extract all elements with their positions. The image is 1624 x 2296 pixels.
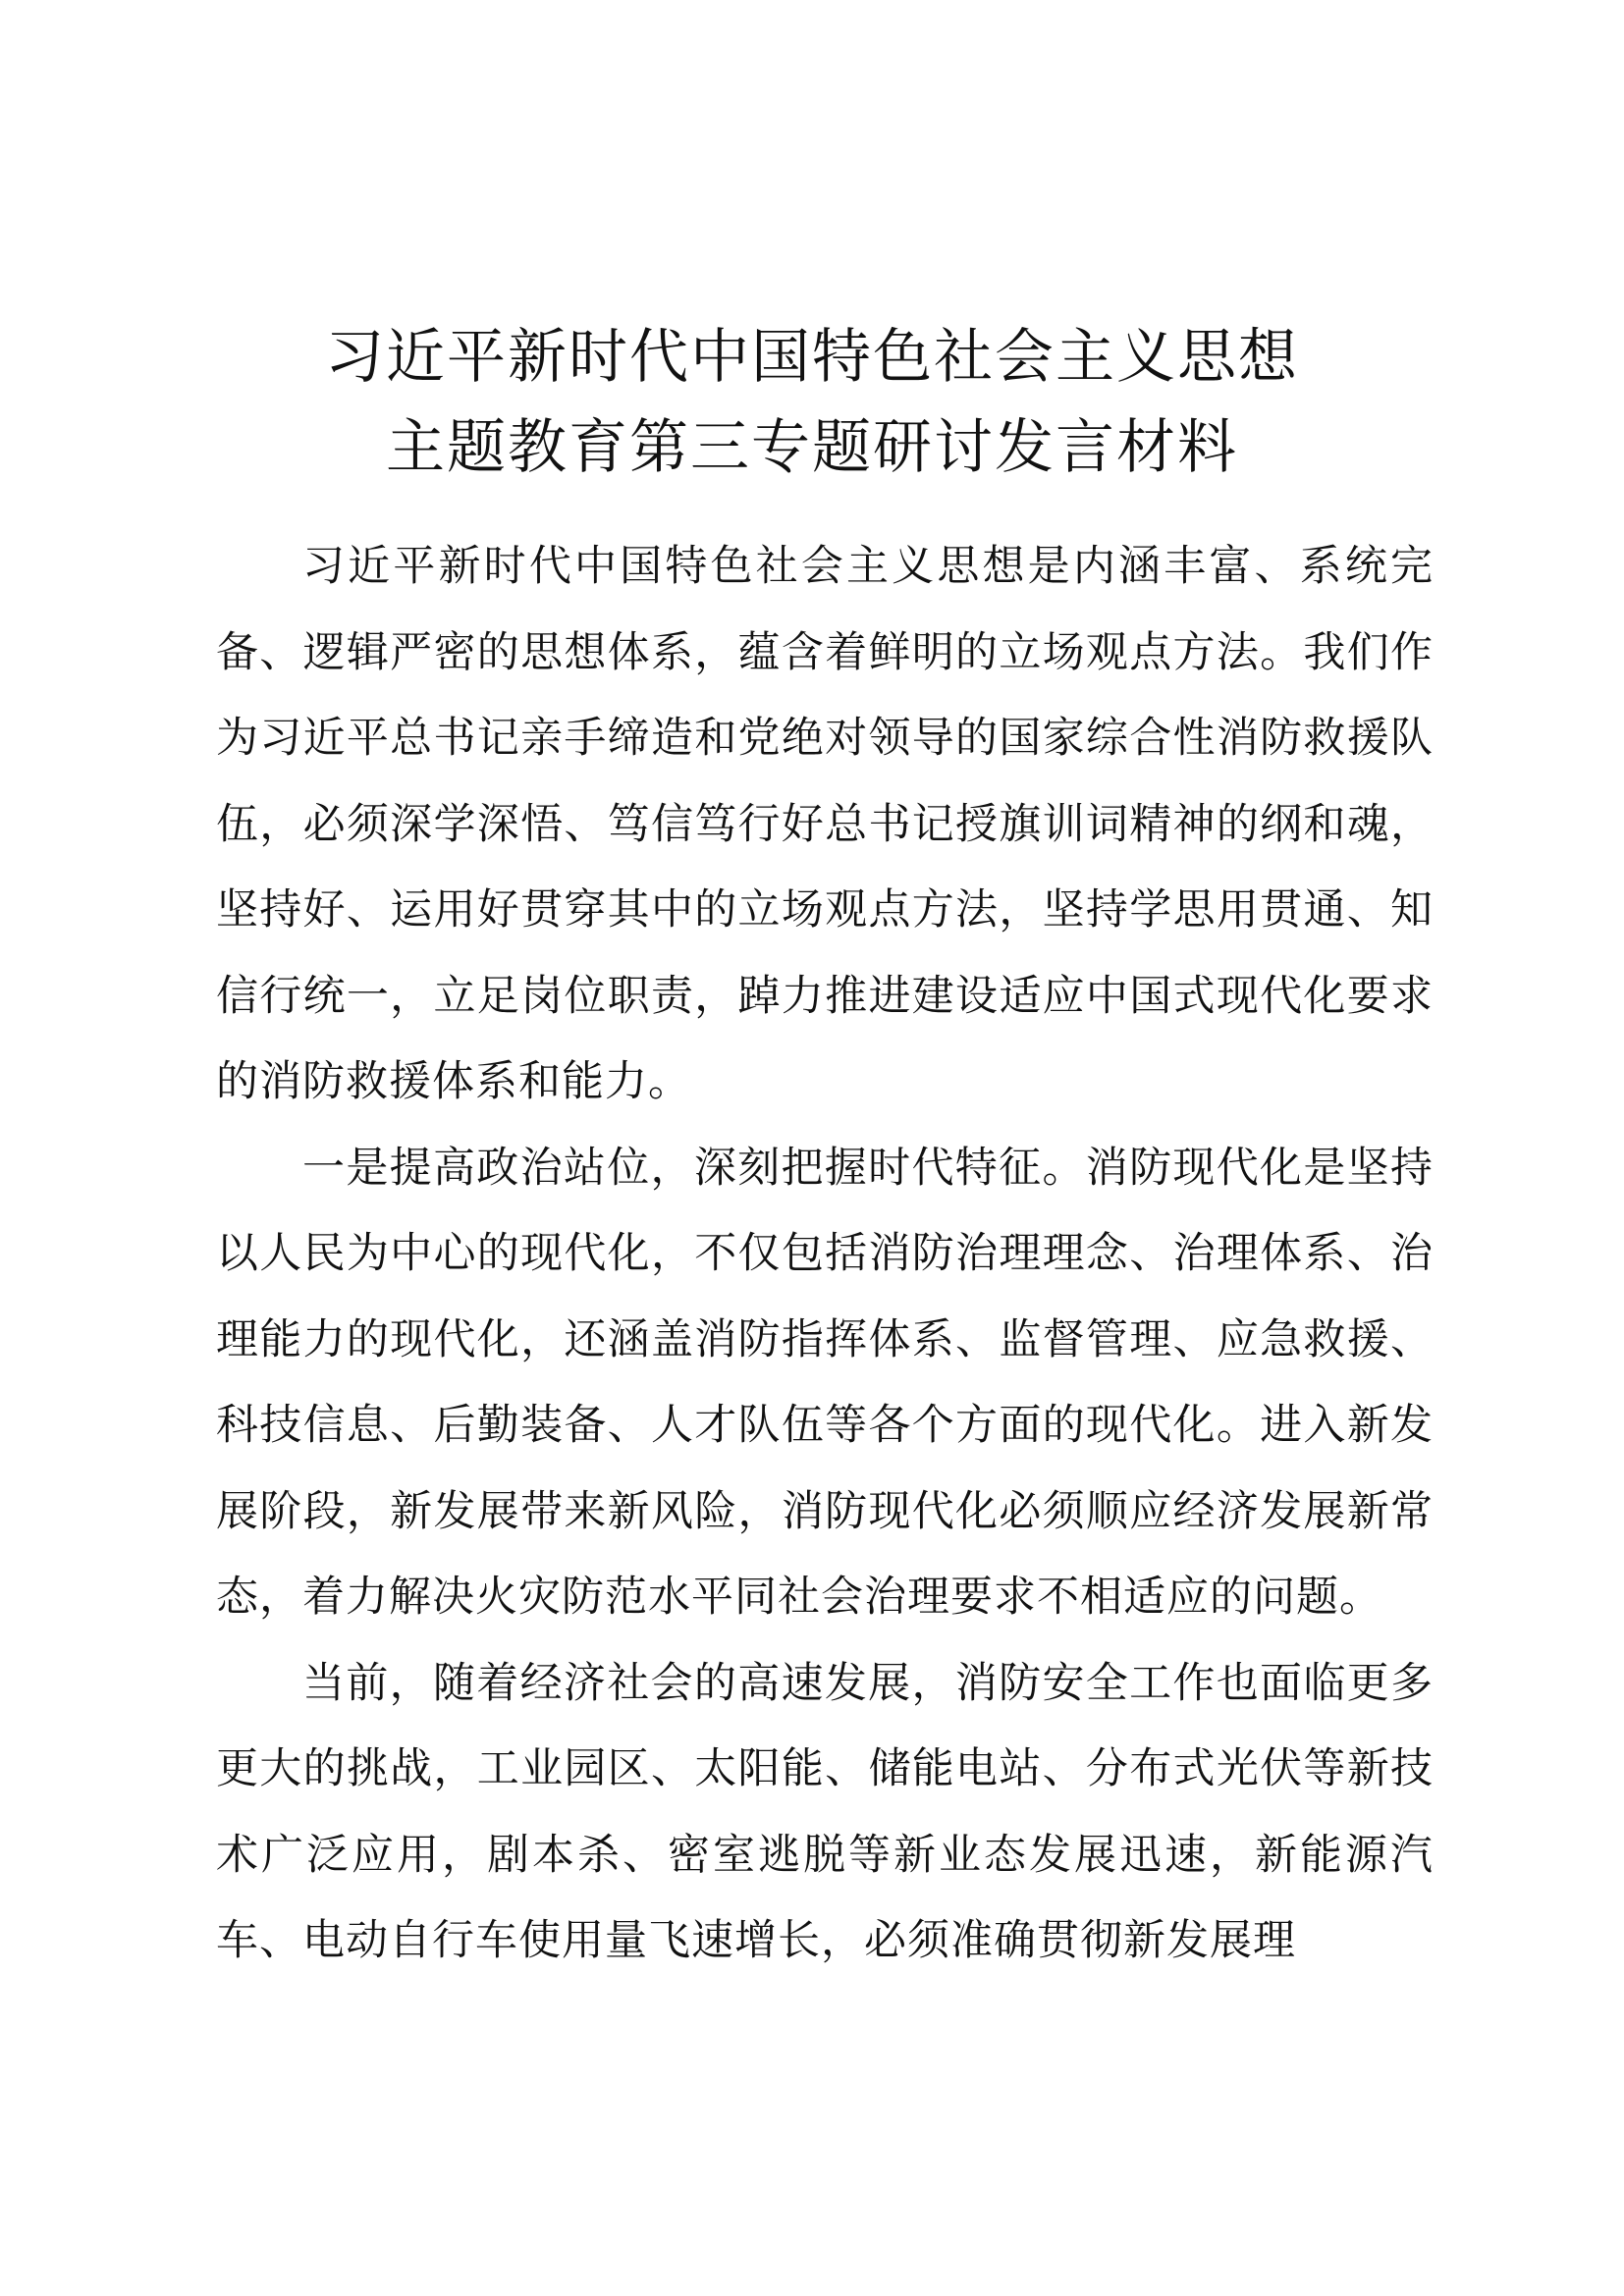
title-line-2: 主题教育第三专题研讨发言材料 — [386, 413, 1238, 482]
paragraph-current-situation: 当前，随着经济社会的高速发展，消防安全工作也面临更多更大的挑战，工业园区、太阳能、储能电站、分布式光伏等新技术广泛应用，剧本杀、密室逃脱等新业态发展迅速，新能源汽车、电动自行车使用量飞速增长，必须准确贯彻新发展理 — [216, 1658, 1434, 1965]
document-body — [216, 524, 1434, 1985]
paragraph-intro: 习近平新时代中国特色社会主义思想是内涵丰富、系统完备、逻辑严密的思想体系，蕴含着鲜明的立场观点方法。我们作为习近平总书记亲手缔造和党绝对领导的国家综合性消防救援队伍，必须深学深悟、笃信笃行好总书记授旗训词精神的纲和魂，坚持好、运用好贯穿其中的立场观点方法，坚持学思用贯通、知信行统一，立足岗位职责，踔力推进建设适应中国式现代化要求的消防救援体系和能力。 — [216, 542, 1434, 1106]
paragraph-point-one: 一是提高政治站位，深刻把握时代特征。消防现代化是坚持以人民为中心的现代化，不仅包括消防治理理念、治理体系、治理能力的现代化，还涵盖消防指挥体系、监督管理、应急救援、科技信息、后勤装备、人才队伍等各个方面的现代化。进入新发展阶段，新发展带来新风险，消防现代化必须顺应经济发展新常态，着力解决火灾防范水平同社会治理要求不相适应的问题。 — [216, 1143, 1434, 1622]
title-line-1: 习近平新时代中国特色社会主义思想 — [325, 323, 1299, 392]
document-title — [0, 312, 1624, 493]
